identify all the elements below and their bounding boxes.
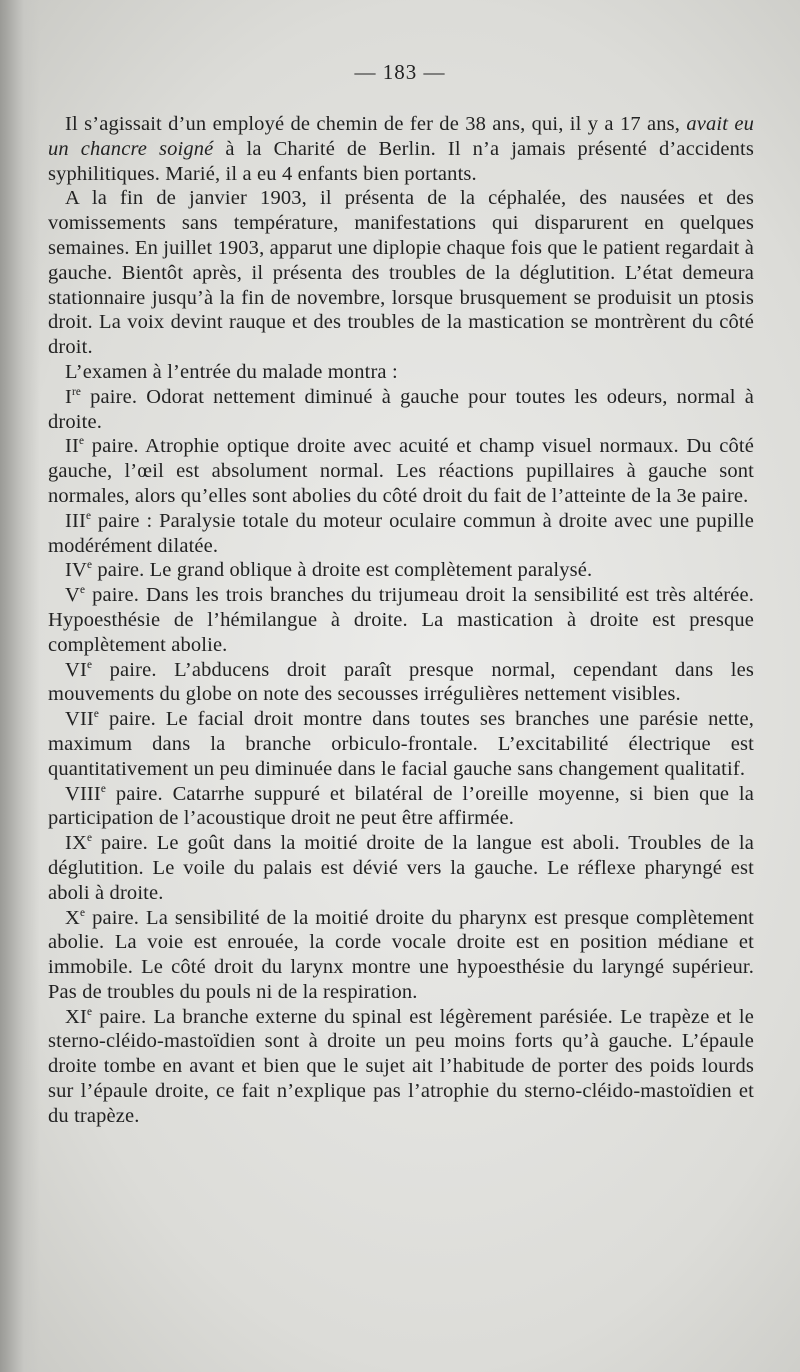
nerve-number: VIII xyxy=(65,782,101,805)
nerve-description: paire. Le grand oblique à droite est complètement paralysé. xyxy=(92,559,593,582)
nerve-ordinal-suffix: e xyxy=(86,559,93,572)
nerve-number: IX xyxy=(65,832,87,855)
cranial-nerve-paragraph xyxy=(48,906,754,1005)
nerve-number: X xyxy=(65,906,80,929)
page-body xyxy=(48,112,754,1129)
nerve-number: VI xyxy=(65,658,87,681)
cranial-nerve-paragraph xyxy=(48,1005,754,1129)
cranial-nerve-paragraph xyxy=(48,831,754,905)
cranial-nerve-paragraph xyxy=(48,558,754,583)
nerve-ordinal-suffix: e xyxy=(86,658,93,671)
nerve-number: I xyxy=(65,385,72,408)
nerve-ordinal-suffix: e xyxy=(78,435,85,448)
nerve-number: IV xyxy=(65,559,87,582)
nerve-ordinal-suffix: re xyxy=(71,385,82,398)
cranial-nerve-paragraph xyxy=(48,658,754,708)
nerve-description: paire. La sensibilité de la moitié droite du pharynx est presque complètement abolie. La voie est enrouée, la corde vocale droite est en position médiane et immobile. Le côté droit du larynx montre une hypoesthésie du laryngé supérieur. Pas de troubles du pouls ni de la respiration. xyxy=(48,906,754,1003)
nerve-description: paire. L’abducens droit paraît presque normal, cependant dans les mouvements du globe on note des secousses irrégulières nettement visibles. xyxy=(48,658,754,706)
paragraph-text: à la Charité de Berlin. Il n’a jamais présenté d’accidents syphilitiques. Marié, il a eu 4 enfants bien portants. xyxy=(48,137,754,185)
italic-phrase: avait eu un chancre soigné xyxy=(48,113,754,160)
nerve-number: XI xyxy=(65,1005,87,1028)
nerve-description: paire. Le facial droit montre dans toutes ses branches une parésie nette, maximum dans la branche orbiculo-frontale. L’excitabilité électrique est quantitativement un peu diminuée dans le facial gauche sans changement qualitatif. xyxy=(48,708,754,780)
nerve-description: paire. Odorat nettement diminué à gauche pour toutes les odeurs, normal à droite. xyxy=(48,385,754,433)
nerve-ordinal-suffix: e xyxy=(79,584,86,597)
nerve-number: V xyxy=(65,584,80,607)
nerve-ordinal-suffix: e xyxy=(93,708,100,721)
binding-shadow xyxy=(0,0,40,1372)
nerve-number: VII xyxy=(65,708,94,731)
nerve-number: II xyxy=(65,435,79,458)
paragraph-text: Il s’agissait d’un employé de chemin de fer de 38 ans, qui, il y a 17 ans, xyxy=(65,113,687,135)
paragraph-patient-history xyxy=(48,112,754,186)
cranial-nerve-paragraph xyxy=(48,509,754,559)
nerve-description: paire. Dans les trois branches du trijumeau droit la sensibilité est très altérée. Hypoesthésie de l’hémilangue à droite. La mastication à droite est presque complètement abolie. xyxy=(48,584,754,656)
cranial-nerve-paragraph xyxy=(48,782,754,832)
nerve-number: III xyxy=(65,509,86,532)
nerve-description: paire. Le goût dans la moitié droite de la langue est aboli. Troubles de la déglutition. Le voile du palais est dévié vers la gauche. Le réflexe pharyngé est aboli à droite. xyxy=(48,832,754,904)
nerve-ordinal-suffix: e xyxy=(86,1005,93,1018)
cranial-nerve-list xyxy=(48,385,754,1129)
nerve-description: paire. Atrophie optique droite avec acuité et champ visuel normaux. Du côté gauche, l’œil est absolument normal. Les réactions pupillaires à gauche sont normales, alors qu’elles sont abolies du côté droit du fait de l’atteinte de la 3e paire. xyxy=(48,435,754,507)
cranial-nerve-paragraph xyxy=(48,707,754,781)
nerve-ordinal-suffix: e xyxy=(86,832,93,845)
paragraph-exam-intro: L’examen à l’entrée du malade montra : xyxy=(65,360,398,383)
nerve-ordinal-suffix: e xyxy=(85,509,92,522)
cranial-nerve-paragraph xyxy=(48,434,754,508)
nerve-description: paire. Catarrhe suppuré et bilatéral de l’oreille moyenne, si bien que la participation de l’acoustique droit ne peut être affirmée. xyxy=(48,782,754,830)
paragraph-onset: A la fin de janvier 1903, il présenta de la céphalée, des nausées et des vomissements sans température, manifestations qui disparurent en quelques semaines. En juillet 1903, apparut une diplopie chaque fois que le patient regardait à gauche. Bientôt après, il présenta des troubles de la déglutition. L’état demeura stationnaire jusqu’à la fin de novembre, lorsque brusquement se produisit un ptosis droit. La voix devint rauque et des troubles de la mastication se montrèrent du côté droit. xyxy=(48,187,754,359)
nerve-ordinal-suffix: e xyxy=(100,782,107,795)
cranial-nerve-paragraph xyxy=(48,385,754,435)
nerve-ordinal-suffix: e xyxy=(79,906,86,919)
page-number: — 183 — xyxy=(354,60,446,84)
nerve-description: paire. La branche externe du spinal est légèrement parésiée. Le trapèze et le sterno-cléido-mastoïdien sont à droite un peu moins forts qu’à gauche. L’épaule droite tombe en avant et bien que le sujet ait l’habitude de porter des poids lourds sur l’épaule droite, ce fait n’explique pas l’atrophie du sterno-cléido-mastoïdien et du trapèze. xyxy=(48,1005,754,1127)
cranial-nerve-paragraph xyxy=(48,583,754,657)
nerve-description: paire : Paralysie totale du moteur oculaire commun à droite avec une pupille modérément dilatée. xyxy=(48,509,754,557)
